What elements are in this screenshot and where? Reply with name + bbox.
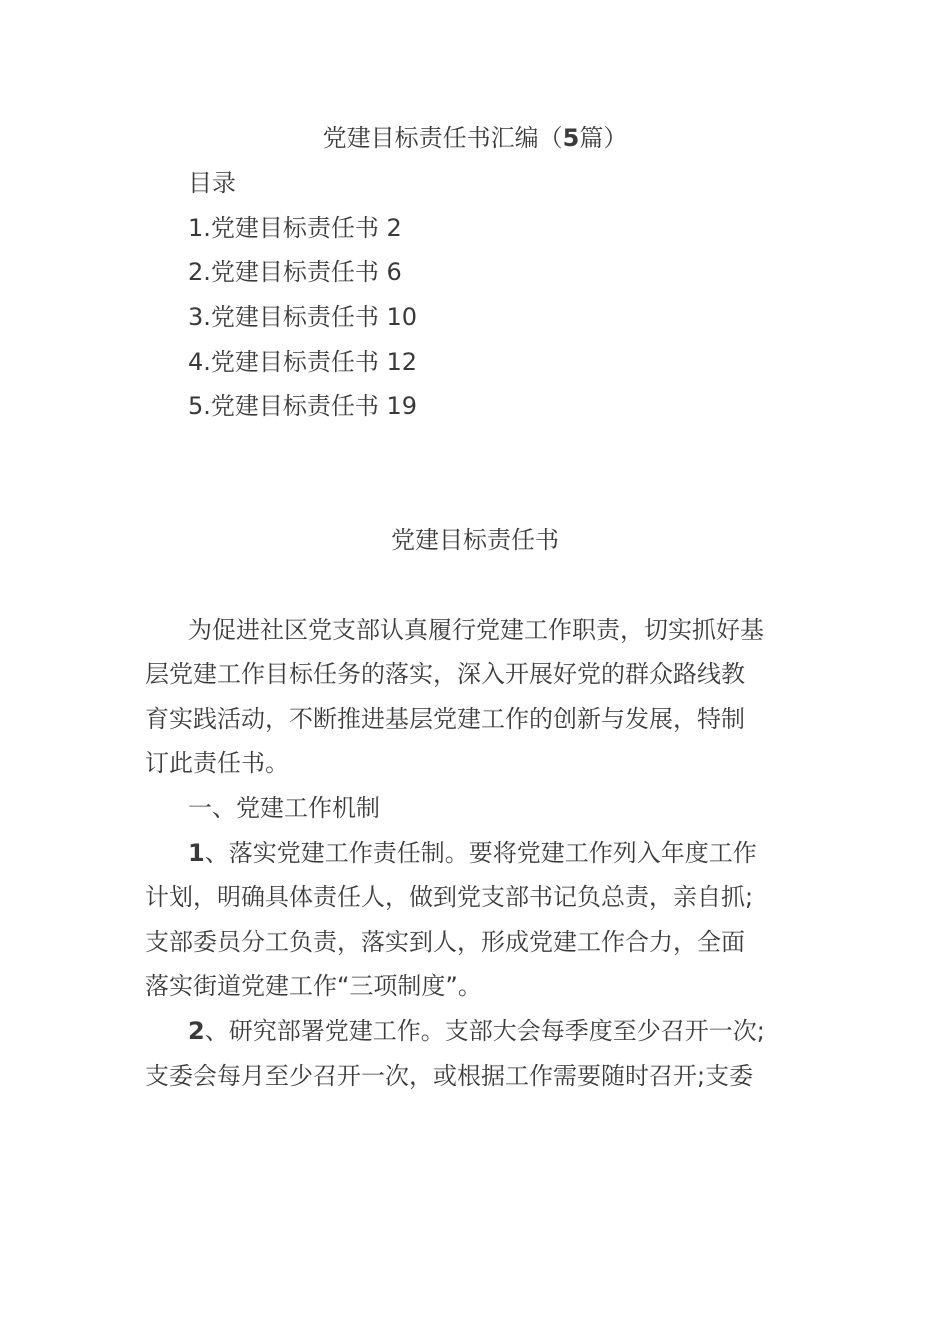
toc-item[interactable]: 4.党建目标责任书 12 [188,348,418,376]
item-1-line: 支部委员分工负责，落实到人，形成党建工作合力，全面 [145,928,745,956]
section-title: 党建目标责任书 [391,526,559,554]
title-suffix: 篇） [579,124,628,152]
item-2-text: 、研究部署党建工作。支部大会每季度至少召开一次; [204,1017,765,1045]
item-2-number: 2 [188,1017,205,1045]
intro-line: 订此责任书。 [145,749,289,777]
title-text: 党建目标责任书汇编（ [322,124,563,152]
section-heading-mechanism: 一、党建工作机制 [188,794,380,822]
item-1-line: 计划，明确具体责任人，做到党支部书记负总责，亲自抓; [145,883,754,911]
item-1-text: 、落实党建工作责任制。要将党建工作列入年度工作 [204,839,757,867]
toc-heading: 目录 [188,169,236,197]
title-count: 5 [562,124,580,152]
item-1-line: 落实街道党建工作“三项制度”。 [145,972,482,1000]
item-1-number: 1 [188,839,205,867]
toc-item[interactable]: 5.党建目标责任书 19 [188,392,418,420]
item-2-first-line [188,1015,765,1047]
intro-line: 层党建工作目标任务的落实，深入开展好党的群众路线教 [145,660,745,688]
toc-item[interactable]: 1.党建目标责任书 2 [188,214,402,242]
item-1-first-line [188,837,757,869]
toc-item[interactable]: 3.党建目标责任书 10 [188,303,418,331]
toc-item[interactable]: 2.党建目标责任书 6 [188,258,402,286]
item-2-line: 支委会每月至少召开一次，或根据工作需要随时召开;支委 [145,1062,754,1090]
intro-line: 育实践活动，不断推进基层党建工作的创新与发展，特制 [145,705,745,733]
intro-line: 为促进社区党支部认真履行党建工作职责，切实抓好基 [188,616,764,644]
document-title [0,122,950,154]
